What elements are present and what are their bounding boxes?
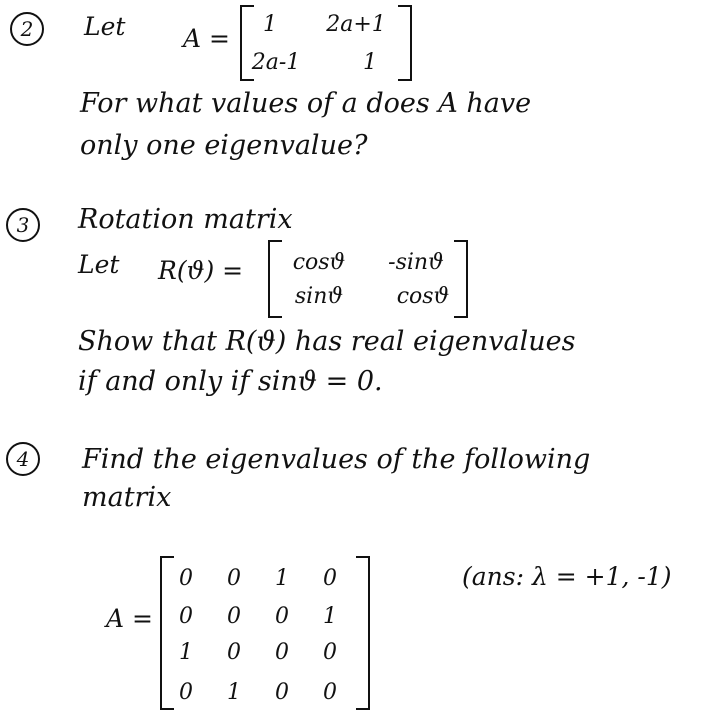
- problem-3-title: Rotation matrix: [78, 204, 293, 235]
- problem-2-cell: 2a-1: [251, 50, 301, 75]
- problem-4-right-bracket: [356, 556, 370, 710]
- problem-2-question-line-2: only one eigenvalue?: [80, 130, 368, 161]
- problem-3-statement-line-2: if and only if sinϑ = 0.: [78, 366, 383, 397]
- problem-4-cell: 0: [323, 640, 337, 665]
- problem-4-cell: 0: [323, 680, 337, 705]
- problem-4-statement-line-2: matrix: [82, 482, 172, 513]
- problem-4-statement-line-1: Find the eigenvalues of the following: [82, 444, 591, 475]
- problem-4-cell: 0: [275, 604, 289, 629]
- problem-3-let: Let: [78, 250, 120, 279]
- problem-4-cell: 0: [275, 640, 289, 665]
- problem-4-cell: 0: [179, 604, 193, 629]
- problem-4-cell: 0: [179, 566, 193, 591]
- problem-3-left-bracket: [268, 240, 282, 318]
- problem-3-matrix-lhs: R(ϑ) =: [158, 256, 244, 285]
- problem-2-cell: 1: [363, 50, 377, 75]
- problem-3-statement-line-1: Show that R(ϑ) has real eigenvalues: [78, 326, 576, 357]
- problem-4-cell: 0: [275, 680, 289, 705]
- problem-2-cell: 2a+1: [326, 12, 386, 37]
- problem-2-cell: 1: [263, 12, 277, 37]
- problem-4-cell: 0: [227, 604, 241, 629]
- problem-4-cell: 0: [179, 680, 193, 705]
- problem-3-cell: cosϑ: [396, 284, 450, 309]
- problem-3-number: 3: [6, 208, 40, 242]
- problem-2-number: 2: [10, 12, 44, 46]
- problem-4-cell: 0: [227, 640, 241, 665]
- problem-2-question-line-1: For what values of a does A have: [80, 88, 532, 119]
- problem-2-right-bracket: [398, 5, 412, 81]
- problem-4-cell: 0: [323, 566, 337, 591]
- problem-4-number: 4: [6, 442, 40, 476]
- problem-4-cell: 1: [323, 604, 337, 629]
- problem-2-matrix-lhs: A =: [183, 24, 230, 53]
- problem-4-matrix-lhs: A =: [106, 604, 153, 633]
- problem-3-cell: sinϑ: [294, 284, 344, 309]
- problem-4-cell: 0: [227, 566, 241, 591]
- problem-3-cell: -sinϑ: [388, 250, 444, 275]
- problem-3-cell: cosϑ: [292, 250, 346, 275]
- problem-4-answer: (ans: λ = +1, -1): [462, 562, 672, 591]
- problem-4-cell: 1: [275, 566, 289, 591]
- problem-4-cell: 1: [227, 680, 241, 705]
- problem-4-cell: 1: [179, 640, 193, 665]
- problem-2-let: Let: [84, 12, 126, 41]
